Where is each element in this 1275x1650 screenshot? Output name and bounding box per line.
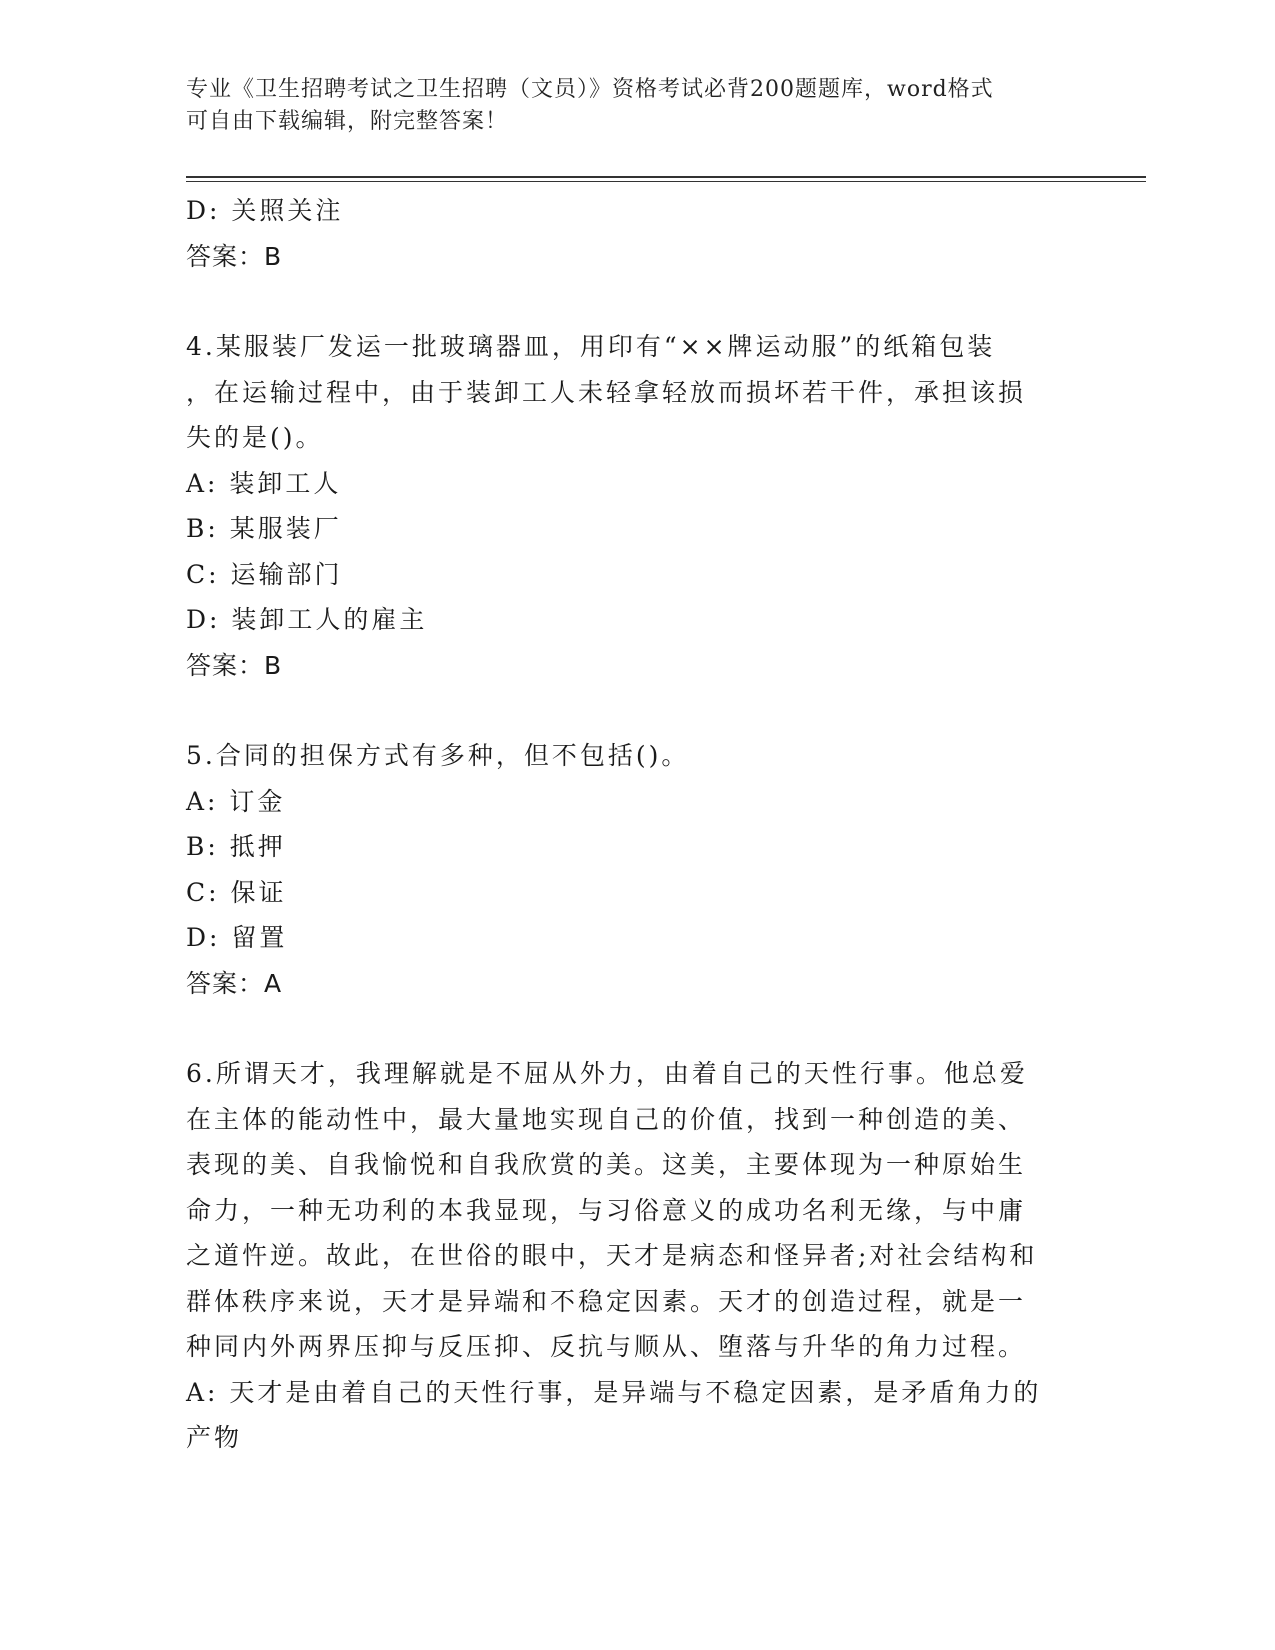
header-divider-thick: [186, 176, 1146, 178]
document-header: [186, 74, 1066, 138]
q6-stem-line-3: 表现的美、自我愉悦和自我欣赏的美。这美，主要体现为一种原始生: [186, 1150, 1027, 1179]
spacer: [186, 279, 1066, 324]
q5-option-b: B: 抵押: [186, 832, 286, 861]
q4-answer: 答案：B: [186, 650, 283, 680]
q6-option-a-line-1: A: 天才是由着自己的天性行事，是异端与不稳定因素，是矛盾角力的: [186, 1377, 1042, 1407]
q5-option-a: A: 订金: [186, 786, 286, 816]
q4-stem-line-1: 4.某服装厂发运一批玻璃器皿，用印有“××牌运动服”的纸箱包装: [186, 332, 996, 361]
q6-option-a-line-2: 产物: [186, 1423, 243, 1452]
q4-stem-line-3: 失的是()。: [186, 423, 324, 452]
q4-stem-line-2: ，在运输过程中，由于装卸工人未轻拿轻放而损坏若干件，承担该损: [186, 377, 1027, 407]
q5-option-d: D: 留置: [186, 923, 288, 952]
header-line-2: 可自由下载编辑，附完整答案！: [186, 109, 509, 134]
q4-option-b: B: 某服装厂: [186, 514, 342, 543]
header-line-1: 专业《卫生招聘考试之卫生招聘（文员）》资格考试必背200题题库，word格式: [186, 77, 994, 102]
spacer: [186, 1006, 1066, 1051]
q6-stem-line-6: 群体秩序来说，天才是异端和不稳定因素。天才的创造过程，就是一: [186, 1286, 1027, 1316]
q4-option-c: C: 运输部门: [186, 559, 343, 589]
q6-stem-line-4: 命力，一种无功利的本我显现，与习俗意义的成功名利无缘，与中庸: [186, 1195, 1027, 1225]
question-content: [186, 188, 1066, 1461]
q6-stem-line-1: 6.所谓天才，我理解就是不屈从外力，由着自己的天性行事。他总爱: [186, 1059, 1028, 1088]
q6-stem-line-2: 在主体的能动性中，最大量地实现自己的价值，找到一种创造的美、: [186, 1104, 1027, 1134]
q6-stem-line-5: 之道忤逆。故此，在世俗的眼中，天才是病态和怪异者;对社会结构和: [186, 1241, 1038, 1270]
header-divider-thin: [186, 181, 1146, 182]
q5-stem-line-1: 5.合同的担保方式有多种，但不包括()。: [186, 741, 690, 770]
spacer: [186, 688, 1066, 733]
q5-answer: 答案：A: [186, 968, 283, 998]
q5-option-c: C: 保证: [186, 877, 287, 907]
q6-stem-line-7: 种同内外两界压抑与反压抑、反抗与顺从、堕落与升华的角力过程。: [186, 1332, 1027, 1361]
q3-answer: 答案：B: [186, 241, 283, 271]
q4-option-a: A: 装卸工人: [186, 468, 342, 498]
q4-option-d: D: 装卸工人的雇主: [186, 605, 428, 634]
q3-option-d: D: 关照关注: [186, 196, 344, 225]
